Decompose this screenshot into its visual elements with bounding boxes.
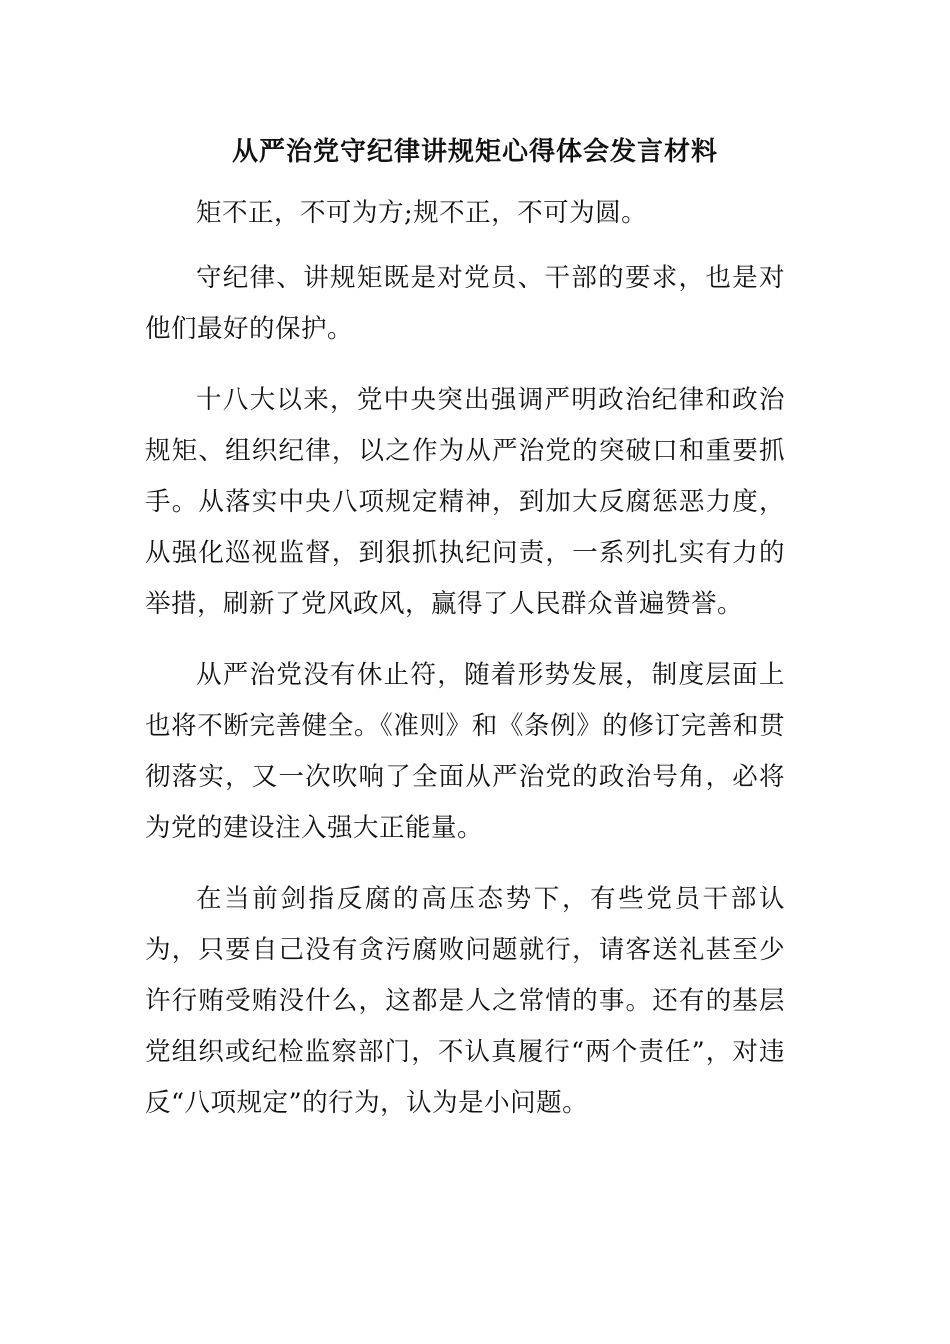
paragraph: 矩不正，不可为方;规不正，不可为圆。 xyxy=(196,198,648,228)
document-body xyxy=(145,188,785,1149)
paragraph: 十八大以来，党中央突出强调严明政治纪律和政治规矩、组织纪律，以之作为从严治党的突破口和重要抓手。从落实中央八项规定精神，到加大反腐惩恶力度，从强化巡视监督，到狠抓执纪问责，一系列扎实有力的举措，刷新了党风政风，赢得了人民群众普遍赞誉。 xyxy=(145,385,785,619)
paragraph: 从严治党没有休止符，随着形势发展，制度层面上也将不断完善健全。《准则》和《条例》的修订完善和贯彻落实，又一次吹响了全面从严治党的政治号角，必将为党的建设注入强大正能量。 xyxy=(145,660,785,843)
paragraph: 守纪律、讲规矩既是对党员、干部的要求，也是对他们最好的保护。 xyxy=(145,263,785,344)
paragraph: 在当前剑指反腐的高压态势下，有些党员干部认为，只要自己没有贪污腐败问题就行，请客送礼甚至少许行贿受贿没什么，这都是人之常情的事。还有的基层党组织或纪检监察部门，不认真履行“两个责任”，对违反“八项规定”的行为，认为是小问题。 xyxy=(145,884,785,1118)
document-title: 从严治党守纪律讲规矩心得体会发言材料 xyxy=(231,137,718,167)
